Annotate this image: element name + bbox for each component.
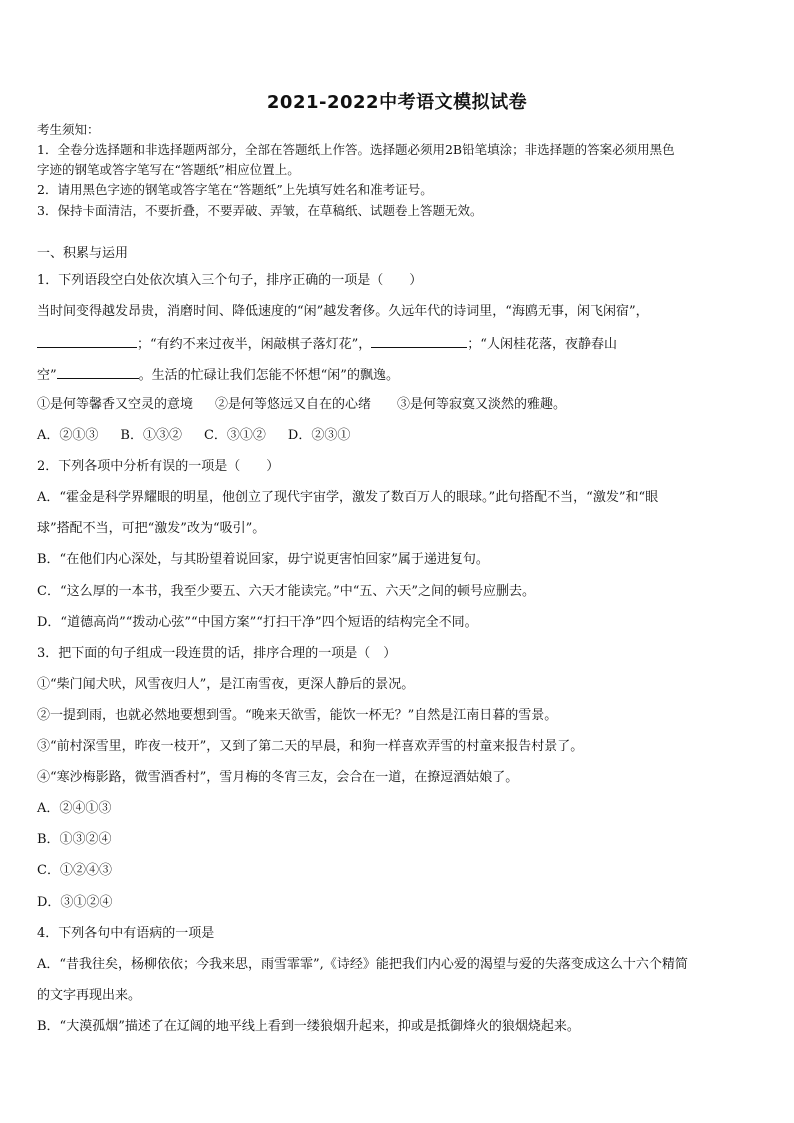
sentence-1: ①是何等馨香又空灵的意境 xyxy=(37,397,194,412)
question-2-option-a-line-1: A．“霍金是科学界耀眼的明星，他创立了现代宇宙学，激发了数百万人的眼球。”此句搭配不当，“激发”和“眼 xyxy=(37,490,659,505)
question-2-option-d: D．“道德高尚”“拨动心弦”“中国方案”“打扫干净”四个短语的结构完全不同。 xyxy=(37,615,478,630)
answer-blank-2 xyxy=(371,335,467,348)
option-c: C．③①② xyxy=(203,428,266,443)
question-3-sentence-4: ④“寒沙梅影路，微雪酒香村”，雪月梅的冬宵三友，会合在一道，在撩逗酒姑娘了。 xyxy=(37,770,519,785)
question-3-option-d: D．③①②④ xyxy=(37,895,113,910)
passage-fragment: 。生活的忙碌让我们怎能不怀想“闲”的飘逸。 xyxy=(138,368,399,383)
question-2-option-b: B．“在他们内心深处，与其盼望着说回家，毋宁说更害怕回家”属于递进复句。 xyxy=(37,552,489,567)
question-3-stem: 3．把下面的句子组成一段连贯的话，排序合理的一项是（ ） xyxy=(37,646,397,661)
question-4-option-a-line-2: 的文字再现出来。 xyxy=(37,988,142,1003)
question-4-option-a-line-1: A．“昔我往矣，杨柳依依；今我来思，雨雪霏霏”,《诗经》能把我们内心爱的渴望与爱的失落变成这么十六个精简 xyxy=(37,957,688,972)
section-heading: 一、积累与运用 xyxy=(37,246,129,261)
question-1-sentences xyxy=(37,397,566,413)
note-3: 3．保持卡面清洁，不要折叠，不要弄破、弄皱，在草稿纸、试题卷上答题无效。 xyxy=(37,203,483,218)
question-1-passage-line-3 xyxy=(37,366,399,384)
question-2-option-a-line-2: 球”搭配不当，可把“激发”改为“吸引”。 xyxy=(37,521,266,536)
sentence-2: ②是何等悠远又自在的心绪 xyxy=(215,397,372,412)
page-title: 2021-2022中考语文模拟试卷 xyxy=(266,92,528,113)
passage-fragment: 空” xyxy=(37,368,57,383)
question-1-passage-line-2 xyxy=(37,335,617,353)
question-3-option-c: C．①②④③ xyxy=(37,863,112,878)
question-1-options xyxy=(37,428,350,444)
question-3-option-a: A．②④①③ xyxy=(37,801,112,816)
answer-blank-3 xyxy=(57,366,139,379)
passage-fragment: ；“人闲桂花落，夜静春山 xyxy=(467,337,617,352)
note-1-line-1: 1．全卷分选择题和非选择题两部分，全部在答题纸上作答。选择题必须用2B铅笔填涂；非选择题的答案必须用黑色 xyxy=(37,142,675,157)
note-2: 2．请用黑色字迹的钢笔或答字笔在“答题纸”上先填写姓名和准考证号。 xyxy=(37,182,433,197)
option-b: B．①③② xyxy=(120,428,182,443)
question-1-stem: 1．下列语段空白处依次填入三个句子，排序正确的一项是（ ） xyxy=(37,273,423,288)
sentence-3: ③是何等寂寞又淡然的雅趣。 xyxy=(397,397,567,412)
question-2-option-c: C．“这么厚的一本书，我至少要五、六天才能读完。”中“五、六天”之间的顿号应删去。 xyxy=(37,584,536,599)
question-2-stem: 2．下列各项中分析有误的一项是（ ） xyxy=(37,459,280,474)
question-3-sentence-1: ①“柴门闻犬吠，风雪夜归人”，是江南雪夜，更深人静后的景况。 xyxy=(37,677,415,692)
option-d: D．②③① xyxy=(287,428,351,443)
question-4-option-b: B．“大漠孤烟”描述了在辽阔的地平线上看到一缕狼烟升起来，抑或是抵御烽火的狼烟烧起来。 xyxy=(37,1019,580,1034)
notes-heading: 考生须知： xyxy=(37,122,100,137)
passage-fragment: ；“有约不来过夜半，闲敲棋子落灯花”， xyxy=(137,337,372,352)
question-3-sentence-2: ②一提到雨，也就必然地要想到雪。“晚来天欲雪，能饮一杯无？”自然是江南日暮的雪景。 xyxy=(37,708,558,723)
answer-blank-1 xyxy=(37,335,137,348)
question-4-stem: 4．下列各句中有语病的一项是 xyxy=(37,926,215,941)
note-1-line-2: 字迹的钢笔或答字笔写在“答题纸”相应位置上。 xyxy=(37,162,300,177)
option-a: A．②①③ xyxy=(37,428,99,443)
question-1-passage-line-1: 当时间变得越发昂贵，消磨时间、降低速度的“闲”越发奢侈。久远年代的诗词里，“海鸥无事，闲飞闲宿”， xyxy=(37,304,649,319)
question-3-sentence-3: ③“前村深雪里，昨夜一枝开”，又到了第二天的早晨，和狗一样喜欢弄雪的村童来报告村景了。 xyxy=(37,739,584,754)
question-3-option-b: B．①③②④ xyxy=(37,832,112,847)
